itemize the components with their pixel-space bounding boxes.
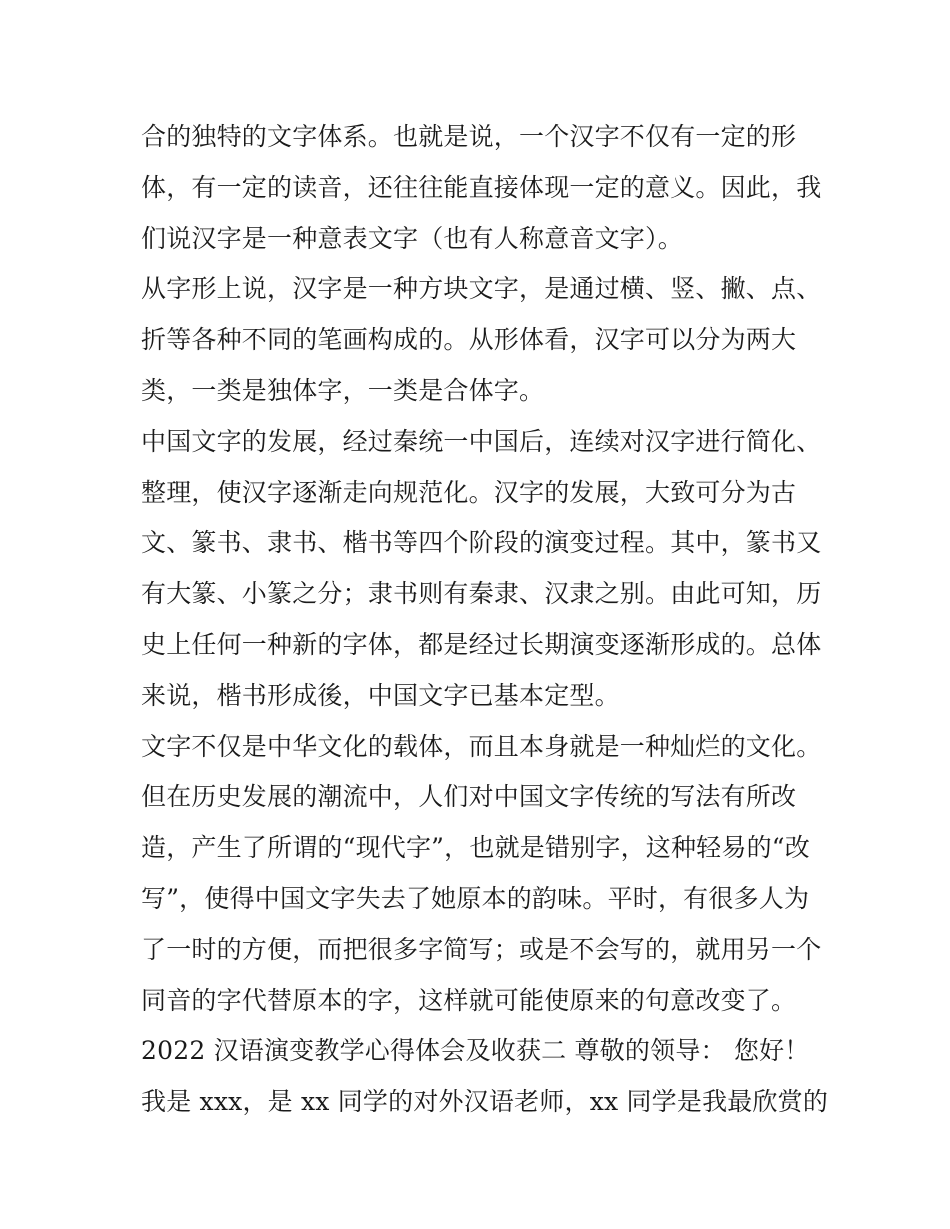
text-line: 造，产生了所谓的“现代字”，也就是错别字，这种轻易的“改 [141, 833, 810, 863]
text-line: 中国文字的发展，经过秦统一中国后，连续对汉字进行简化、 [141, 426, 822, 456]
text-line: 有大篆、小篆之分；隶书则有秦隶、汉隶之别。由此可知，历 [141, 579, 822, 609]
text-line: 文、篆书、隶书、楷书等四个阶段的演变过程。其中，篆书又 [141, 528, 822, 558]
text-line: 同音的字代替原本的字，这样就可能使原来的句意改变了。 [141, 985, 797, 1015]
text-line: 体，有一定的读音，还往往能直接体现一定的意义。因此，我 [141, 172, 822, 202]
text-line: 合的独特的文字体系。也就是说，一个汉字不仅有一定的形 [141, 122, 797, 151]
text-line: 我是 xxx，是 xx 同学的对外汉语老师，xx 同学是我最欣赏的 [141, 1087, 829, 1117]
text-line: 们说汉字是一种意表文字（也有人称意音文字）。 [141, 223, 683, 253]
section-heading-line: 2022 汉语演变教学心得体会及收获二 尊敬的领导： 您好！ [141, 1036, 810, 1066]
text-line: 写”，使得中国文字失去了她原本的韵味。平时，有很多人为 [141, 883, 810, 913]
text-line: 来说，楷书形成後，中国文字已基本定型。 [141, 680, 620, 710]
text-line: 史上任何一种新的字体，都是经过长期演变逐渐形成的。总体 [141, 629, 822, 659]
text-line: 整理，使汉字逐渐走向规范化。汉字的发展，大致可分为古 [141, 477, 797, 507]
document-body [141, 112, 829, 1128]
text-line: 但在历史发展的潮流中，人们对中国文字传统的写法有所改 [141, 782, 797, 812]
text-line: 类，一类是独体字，一类是合体字。 [141, 375, 545, 405]
text-line: 了一时的方便，而把很多字简写；或是不会写的，就用另一个 [141, 934, 822, 964]
text-line: 从字形上说，汉字是一种方块文字，是通过横、竖、撇、点、 [141, 274, 822, 304]
text-line: 文字不仅是中华文化的载体，而且本身就是一种灿烂的文化。 [141, 731, 822, 761]
text-line: 折等各种不同的笔画构成的。从形体看，汉字可以分为两大 [141, 325, 797, 355]
